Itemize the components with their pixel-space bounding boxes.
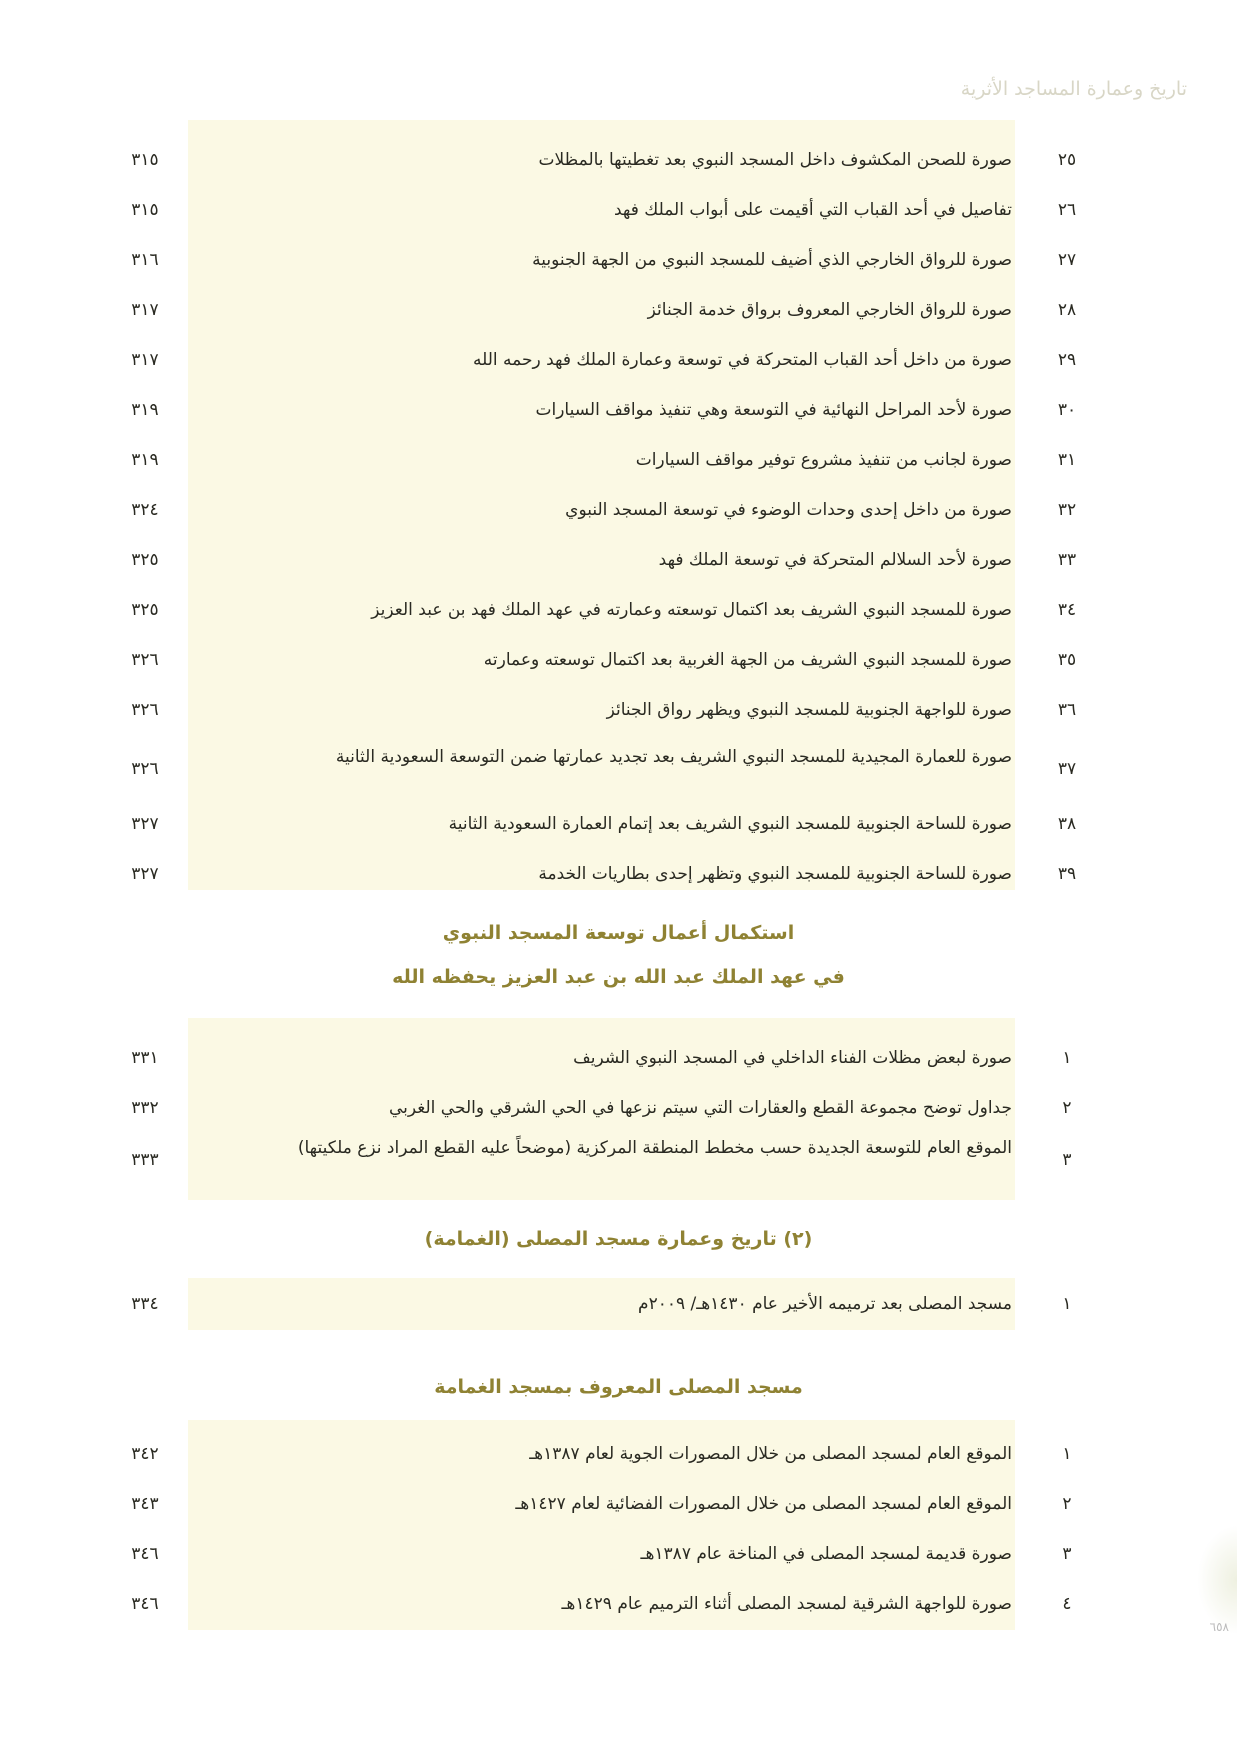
figure-title: صورة للصحن المكشوف داخل المسجد النبوي بعد تغطيتها بالمظلات — [538, 150, 1012, 170]
section-heading: مسجد المصلى المعروف بمسجد الغمامة — [434, 1376, 803, 1398]
figure-title: صورة للمسجد النبوي الشريف من الجهة الغربية بعد اكتمال توسعته وعمارته — [483, 650, 1012, 670]
figure-number: ٢ — [1062, 1494, 1072, 1514]
page-ref: ٣١٩ — [131, 450, 159, 470]
page-ref: ٣١٧ — [131, 300, 159, 320]
figure-title: صورة لجانب من تنفيذ مشروع توفير مواقف السيارات — [635, 450, 1012, 470]
figure-number: ١ — [1062, 1444, 1072, 1464]
section-heading: في عهد الملك عبد الله بن عبد العزيز يحفظه الله — [392, 966, 845, 988]
figure-number: ٢٥ — [1057, 150, 1077, 170]
figure-title: صورة للرواق الخارجي المعروف برواق خدمة الجنائز — [647, 300, 1012, 320]
figure-title: صورة للواجهة الجنوبية للمسجد النبوي ويظهر رواق الجنائز — [606, 700, 1012, 720]
figure-number: ٢٧ — [1057, 250, 1077, 270]
page-ref: ٣٢٤ — [131, 500, 159, 520]
figure-title: صورة من داخل أحد القباب المتحركة في توسعة وعمارة الملك فهد رحمه الله — [472, 350, 1012, 370]
figure-title: صورة للمسجد النبوي الشريف بعد اكتمال توسعته وعمارته في عهد الملك فهد بن عبد العزيز — [371, 600, 1012, 620]
figure-title: صورة للساحة الجنوبية للمسجد النبوي الشريف بعد إتمام العمارة السعودية الثانية — [448, 814, 1012, 834]
figure-title: صورة للعمارة المجيدية للمسجد النبوي الشريف بعد تجديد عمارتها ضمن التوسعة السعودية الثانية — [335, 747, 1012, 767]
page-ref: ٣٣٣ — [131, 1150, 159, 1170]
figure-number: ٣٧ — [1057, 759, 1077, 779]
page-ref: ٣٤٣ — [131, 1494, 159, 1514]
figure-title: جداول توضح مجموعة القطع والعقارات التي سيتم نزعها في الحي الشرقي والحي الغربي — [389, 1098, 1012, 1118]
figure-number: ٣٠ — [1057, 400, 1077, 420]
page-ref: ٣١٦ — [131, 250, 159, 270]
figure-title: صورة قديمة لمسجد المصلى في المناخة عام ١٣٨٧هـ — [640, 1544, 1012, 1564]
page-ref: ٣٢٧ — [131, 864, 159, 884]
page-ref: ٣١٩ — [131, 400, 159, 420]
page-ref: ٣٢٥ — [131, 550, 159, 570]
figure-number: ٢ — [1062, 1098, 1072, 1118]
page-ref: ٣٢٧ — [131, 814, 159, 834]
figure-number: ٣١ — [1057, 450, 1077, 470]
figure-title: صورة لأحد المراحل النهائية في التوسعة وهي تنفيذ مواقف السيارات — [535, 400, 1012, 420]
figure-title: صورة للواجهة الشرقية لمسجد المصلى أثناء الترميم عام ١٤٢٩هـ — [561, 1594, 1012, 1614]
figure-title: الموقع العام لمسجد المصلى من خلال المصورات الفضائية لعام ١٤٢٧هـ — [515, 1494, 1012, 1514]
figure-number: ٣٥ — [1057, 650, 1077, 670]
figure-number: ٣ — [1062, 1150, 1072, 1170]
figure-title: تفاصيل في أحد القباب التي أقيمت على أبواب الملك فهد — [613, 200, 1012, 220]
figure-number: ١ — [1062, 1294, 1072, 1314]
figure-title: صورة للساحة الجنوبية للمسجد النبوي وتظهر إحدى بطاريات الخدمة — [538, 864, 1012, 884]
figure-number: ١ — [1062, 1048, 1072, 1068]
page-ref: ٣١٥ — [131, 150, 159, 170]
figure-title: صورة لأحد السلالم المتحركة في توسعة الملك فهد — [658, 550, 1012, 570]
figure-title: صورة من داخل إحدى وحدات الوضوء في توسعة المسجد النبوي — [565, 500, 1012, 520]
figure-number: ٢٩ — [1057, 350, 1077, 370]
page-ref: ٣٢٦ — [131, 700, 159, 720]
figure-number: ٣٦ — [1057, 700, 1077, 720]
page-ref: ٣٢٥ — [131, 600, 159, 620]
page-ref: ٣٣٤ — [131, 1294, 159, 1314]
page-ref: ٣٢٦ — [131, 650, 159, 670]
figure-title: الموقع العام للتوسعة الجديدة حسب مخطط المنطقة المركزية (موضحاً عليه القطع المراد نزع ملكيتها) — [297, 1138, 1012, 1158]
figure-number: ٣٢ — [1057, 500, 1077, 520]
page-ref: ٣٤٢ — [131, 1444, 159, 1464]
figure-number: ٣٨ — [1057, 814, 1077, 834]
figure-number: ٣٤ — [1057, 600, 1077, 620]
figure-number: ٣٩ — [1057, 864, 1077, 884]
page-ornament — [1197, 1525, 1237, 1635]
figure-title: الموقع العام لمسجد المصلى من خلال المصورات الجوية لعام ١٣٨٧هـ — [529, 1444, 1012, 1464]
figure-title: صورة للرواق الخارجي الذي أضيف للمسجد النبوي من الجهة الجنوبية — [532, 250, 1012, 270]
figure-title: صورة لبعض مظلات الفناء الداخلي في المسجد النبوي الشريف — [573, 1048, 1012, 1068]
running-head: تاريخ وعمارة المساجد الأثرية — [960, 78, 1187, 100]
page-ref: ٣٣١ — [131, 1048, 159, 1068]
page-number: ٦٥٨ — [1209, 1620, 1229, 1634]
section-heading: استكمال أعمال توسعة المسجد النبوي — [442, 922, 795, 944]
page-ref: ٣٣٢ — [131, 1098, 159, 1118]
page-ref: ٣٢٦ — [131, 759, 159, 779]
page-ref: ٣٤٦ — [131, 1544, 159, 1564]
page-ref: ٣٤٦ — [131, 1594, 159, 1614]
figure-number: ٣٣ — [1057, 550, 1077, 570]
section-heading: (٢) تاريخ وعمارة مسجد المصلى (الغمامة) — [424, 1228, 813, 1250]
figure-number: ٤ — [1062, 1594, 1072, 1614]
figure-number: ٢٦ — [1057, 200, 1077, 220]
page-ref: ٣١٥ — [131, 200, 159, 220]
figure-title: مسجد المصلى بعد ترميمه الأخير عام ١٤٣٠هـ/ ٢٠٠٩م — [638, 1294, 1012, 1314]
figure-number: ٣ — [1062, 1544, 1072, 1564]
figure-number: ٢٨ — [1057, 300, 1077, 320]
page-ref: ٣١٧ — [131, 350, 159, 370]
